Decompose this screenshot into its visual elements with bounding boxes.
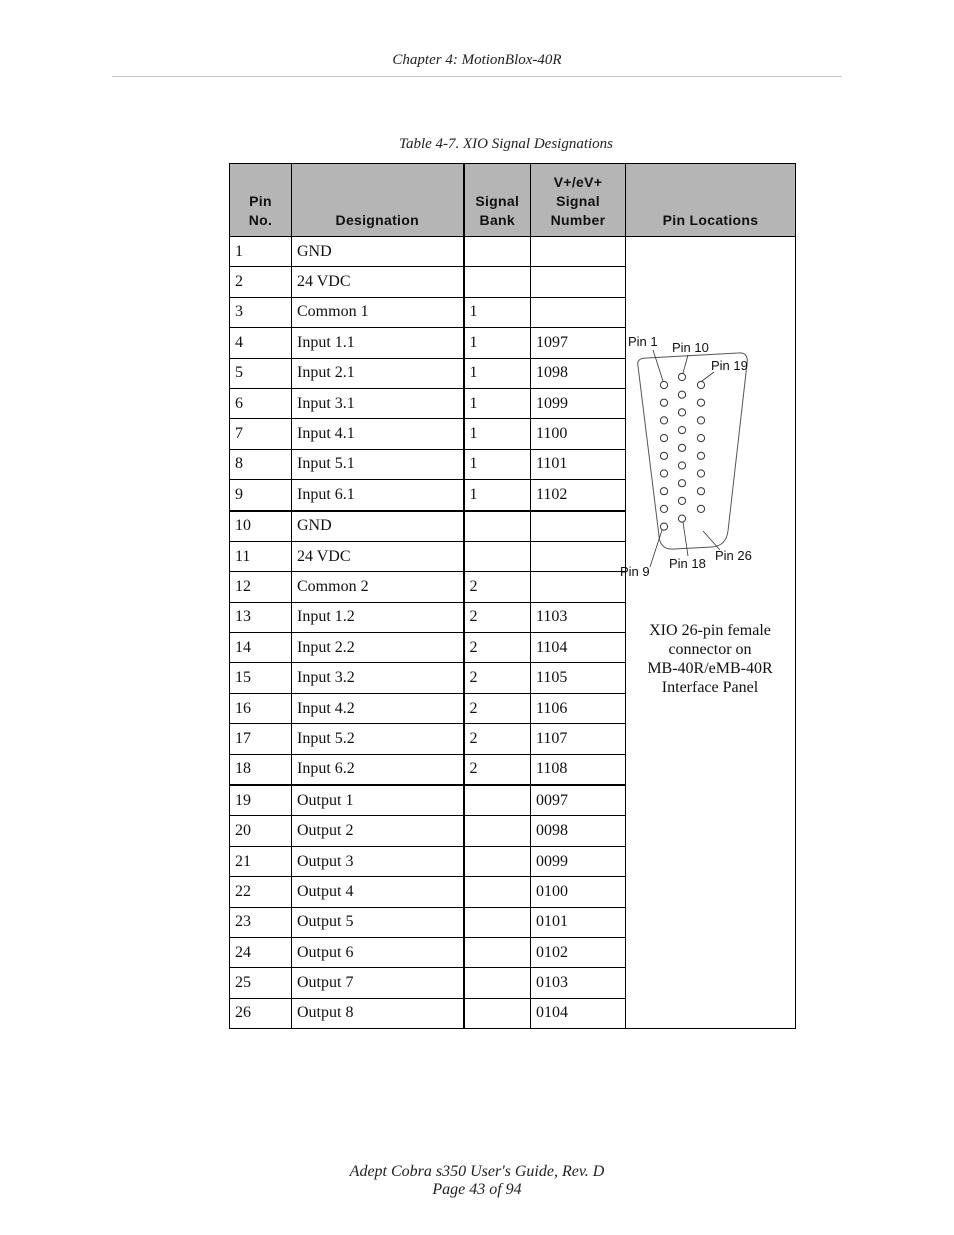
pin-no-cell: 23	[230, 907, 292, 937]
pin-hole-row-a	[660, 470, 667, 477]
signal-number-cell: 1098	[531, 358, 626, 388]
signal-bank-cell: 2	[464, 754, 531, 785]
signal-number-cell: 1107	[531, 724, 626, 754]
pin-hole-row-a	[660, 435, 667, 442]
table-row	[230, 237, 796, 267]
label-pin-10: Pin 10	[672, 340, 709, 355]
table-header-row	[230, 164, 796, 237]
signal-number-cell	[531, 572, 626, 602]
pin-no-cell: 13	[230, 602, 292, 632]
signal-number-cell	[531, 541, 626, 571]
signal-number-cell: 0100	[531, 877, 626, 907]
signal-bank-cell: 1	[464, 388, 531, 418]
pin-hole-row-c	[697, 417, 704, 424]
signal-number-cell: 0103	[531, 968, 626, 998]
pin-no-cell: 1	[230, 237, 292, 267]
page-header: Chapter 4: MotionBlox-40R	[392, 52, 562, 68]
signal-number-cell: 1101	[531, 449, 626, 479]
pin-holes	[660, 373, 704, 530]
signal-bank-cell: 2	[464, 663, 531, 693]
pin-no-cell: 10	[230, 511, 292, 542]
pin-hole-row-b	[678, 497, 685, 504]
pin-no-cell: 24	[230, 937, 292, 967]
signal-number-cell: 0099	[531, 846, 626, 876]
pin-no-cell: 18	[230, 754, 292, 785]
pin-leader-line	[683, 355, 688, 373]
designation-cell: Input 6.2	[292, 754, 464, 785]
connector-caption-line: XIO 26-pin female	[649, 622, 771, 639]
pin-no-cell: 16	[230, 693, 292, 723]
connector-shell	[638, 353, 748, 549]
label-pin-19: Pin 19	[711, 358, 748, 373]
pin-no-cell: 21	[230, 846, 292, 876]
signal-number-cell	[531, 511, 626, 542]
pin-no-cell: 9	[230, 480, 292, 511]
signal-number-cell: 1106	[531, 693, 626, 723]
col-header-designation: Designation	[292, 164, 464, 237]
designation-cell: Output 6	[292, 937, 464, 967]
designation-cell: 24 VDC	[292, 267, 464, 297]
col-header-pin-no: Pin No.	[230, 164, 292, 237]
pin-hole-row-b	[678, 462, 685, 469]
signal-bank-cell: 2	[464, 693, 531, 723]
designation-cell: Input 3.1	[292, 388, 464, 418]
pin-no-cell: 4	[230, 328, 292, 358]
pin-locations-cell	[620, 237, 796, 1029]
pin-hole-row-b	[678, 427, 685, 434]
signal-number-cell	[531, 297, 626, 327]
signal-number-cell: 1105	[531, 663, 626, 693]
designation-cell: Output 5	[292, 907, 464, 937]
pin-hole-row-c	[697, 399, 704, 406]
designation-cell: Output 2	[292, 816, 464, 846]
pin-locations-box	[620, 237, 794, 1027]
pin-hole-row-b	[678, 515, 685, 522]
pin-hole-row-c	[697, 452, 704, 459]
label-pin-9: Pin 9	[620, 564, 650, 579]
pin-no-cell: 12	[230, 572, 292, 602]
pin-hole-row-c	[697, 488, 704, 495]
pin-hole-row-a	[660, 488, 667, 495]
signal-number-cell: 0097	[531, 785, 626, 816]
signal-bank-cell: 2	[464, 724, 531, 754]
signal-bank-cell: 1	[464, 480, 531, 511]
signal-number-cell: 0101	[531, 907, 626, 937]
pin-no-cell: 25	[230, 968, 292, 998]
pin-leader-line	[650, 530, 662, 567]
signal-bank-cell	[464, 237, 531, 267]
signal-bank-cell	[464, 267, 531, 297]
signal-bank-cell	[464, 785, 531, 816]
pin-no-cell: 8	[230, 449, 292, 479]
pin-no-cell: 22	[230, 877, 292, 907]
footer-guide-title: Adept Cobra s350 User's Guide, Rev. D	[349, 1163, 605, 1180]
pin-no-cell: 5	[230, 358, 292, 388]
connector-diagram	[620, 334, 784, 579]
pin-hole-row-b	[678, 480, 685, 487]
pin-hole-row-a	[660, 417, 667, 424]
connector-caption-line: MB-40R/eMB-40R	[647, 660, 773, 677]
xio-signal-table	[229, 163, 796, 1029]
designation-cell: Output 4	[292, 877, 464, 907]
designation-cell: Output 8	[292, 998, 464, 1028]
header-rule	[112, 76, 842, 77]
pin-leader-line	[702, 372, 714, 381]
designation-cell: Input 5.1	[292, 449, 464, 479]
table-body	[230, 237, 796, 1029]
col-header-signal-number: V+/eV+ Signal Number	[531, 164, 626, 237]
pin-no-cell: 15	[230, 663, 292, 693]
pin-hole-row-a	[660, 505, 667, 512]
pin-no-cell: 19	[230, 785, 292, 816]
designation-cell: Input 5.2	[292, 724, 464, 754]
signal-number-cell: 1104	[531, 633, 626, 663]
pin-leader-line	[683, 522, 688, 556]
label-pin-18: Pin 18	[669, 556, 706, 571]
designation-cell: Input 1.1	[292, 328, 464, 358]
signal-bank-cell: 2	[464, 633, 531, 663]
signal-bank-cell	[464, 816, 531, 846]
pin-hole-row-b	[678, 373, 685, 380]
designation-cell: GND	[292, 237, 464, 267]
table-caption: Table 4-7. XIO Signal Designations	[398, 136, 614, 152]
connector-caption-line: connector on	[668, 641, 752, 658]
designation-cell: Output 3	[292, 846, 464, 876]
signal-bank-cell: 2	[464, 602, 531, 632]
signal-bank-cell	[464, 541, 531, 571]
designation-cell: Output 7	[292, 968, 464, 998]
designation-cell: 24 VDC	[292, 541, 464, 571]
signal-number-cell: 1102	[531, 480, 626, 511]
signal-bank-cell: 1	[464, 419, 531, 449]
pin-hole-row-a	[660, 523, 667, 530]
signal-number-cell: 1099	[531, 388, 626, 418]
signal-bank-cell: 1	[464, 449, 531, 479]
signal-bank-cell: 1	[464, 297, 531, 327]
footer-page-number: Page 43 of 94	[432, 1181, 522, 1198]
pin-no-cell: 7	[230, 419, 292, 449]
pin-hole-row-a	[660, 381, 667, 388]
pin-no-cell: 2	[230, 267, 292, 297]
signal-number-cell	[531, 237, 626, 267]
designation-cell: Common 2	[292, 572, 464, 602]
pin-hole-row-a	[660, 452, 667, 459]
signal-bank-cell	[464, 846, 531, 876]
pin-no-cell: 11	[230, 541, 292, 571]
signal-number-cell: 1097	[531, 328, 626, 358]
signal-number-cell: 1100	[531, 419, 626, 449]
designation-cell: Common 1	[292, 297, 464, 327]
page-footer	[0, 1163, 954, 1199]
signal-number-cell: 1103	[531, 602, 626, 632]
pin-no-cell: 6	[230, 388, 292, 418]
designation-cell: Input 4.1	[292, 419, 464, 449]
signal-bank-cell	[464, 968, 531, 998]
pin-hole-row-b	[678, 409, 685, 416]
signal-bank-cell	[464, 998, 531, 1028]
signal-number-cell: 0098	[531, 816, 626, 846]
col-header-signal-bank: Signal Bank	[464, 164, 531, 237]
connector-caption	[626, 621, 794, 697]
signal-bank-cell: 1	[464, 328, 531, 358]
label-pin-26: Pin 26	[715, 548, 752, 563]
designation-cell: Input 1.2	[292, 602, 464, 632]
pin-no-cell: 20	[230, 816, 292, 846]
signal-number-cell	[531, 267, 626, 297]
pin-no-cell: 26	[230, 998, 292, 1028]
designation-cell: Input 2.1	[292, 358, 464, 388]
pin-hole-row-b	[678, 444, 685, 451]
signal-number-cell: 0104	[531, 998, 626, 1028]
signal-bank-cell	[464, 907, 531, 937]
pin-hole-row-a	[660, 399, 667, 406]
pin-hole-row-b	[678, 391, 685, 398]
designation-cell: Input 4.2	[292, 693, 464, 723]
signal-number-cell: 1108	[531, 754, 626, 785]
designation-cell: Output 1	[292, 785, 464, 816]
signal-bank-cell: 2	[464, 572, 531, 602]
designation-cell: Input 2.2	[292, 633, 464, 663]
pin-hole-row-c	[697, 505, 704, 512]
pin-no-cell: 14	[230, 633, 292, 663]
label-pin-1: Pin 1	[628, 334, 658, 349]
pin-leaders	[650, 350, 720, 567]
col-header-pin-locations: Pin Locations	[626, 164, 796, 237]
designation-cell: Input 6.1	[292, 480, 464, 511]
signal-bank-cell: 1	[464, 358, 531, 388]
signal-bank-cell	[464, 877, 531, 907]
pin-no-cell: 17	[230, 724, 292, 754]
designation-cell: GND	[292, 511, 464, 542]
pin-leader-line	[653, 350, 663, 381]
designation-cell: Input 3.2	[292, 663, 464, 693]
signal-number-cell: 0102	[531, 937, 626, 967]
signal-bank-cell	[464, 511, 531, 542]
pin-hole-row-c	[697, 470, 704, 477]
pin-hole-row-c	[697, 381, 704, 388]
pin-hole-row-c	[697, 435, 704, 442]
connector-caption-line: Interface Panel	[661, 679, 759, 696]
signal-bank-cell	[464, 937, 531, 967]
pin-no-cell: 3	[230, 297, 292, 327]
